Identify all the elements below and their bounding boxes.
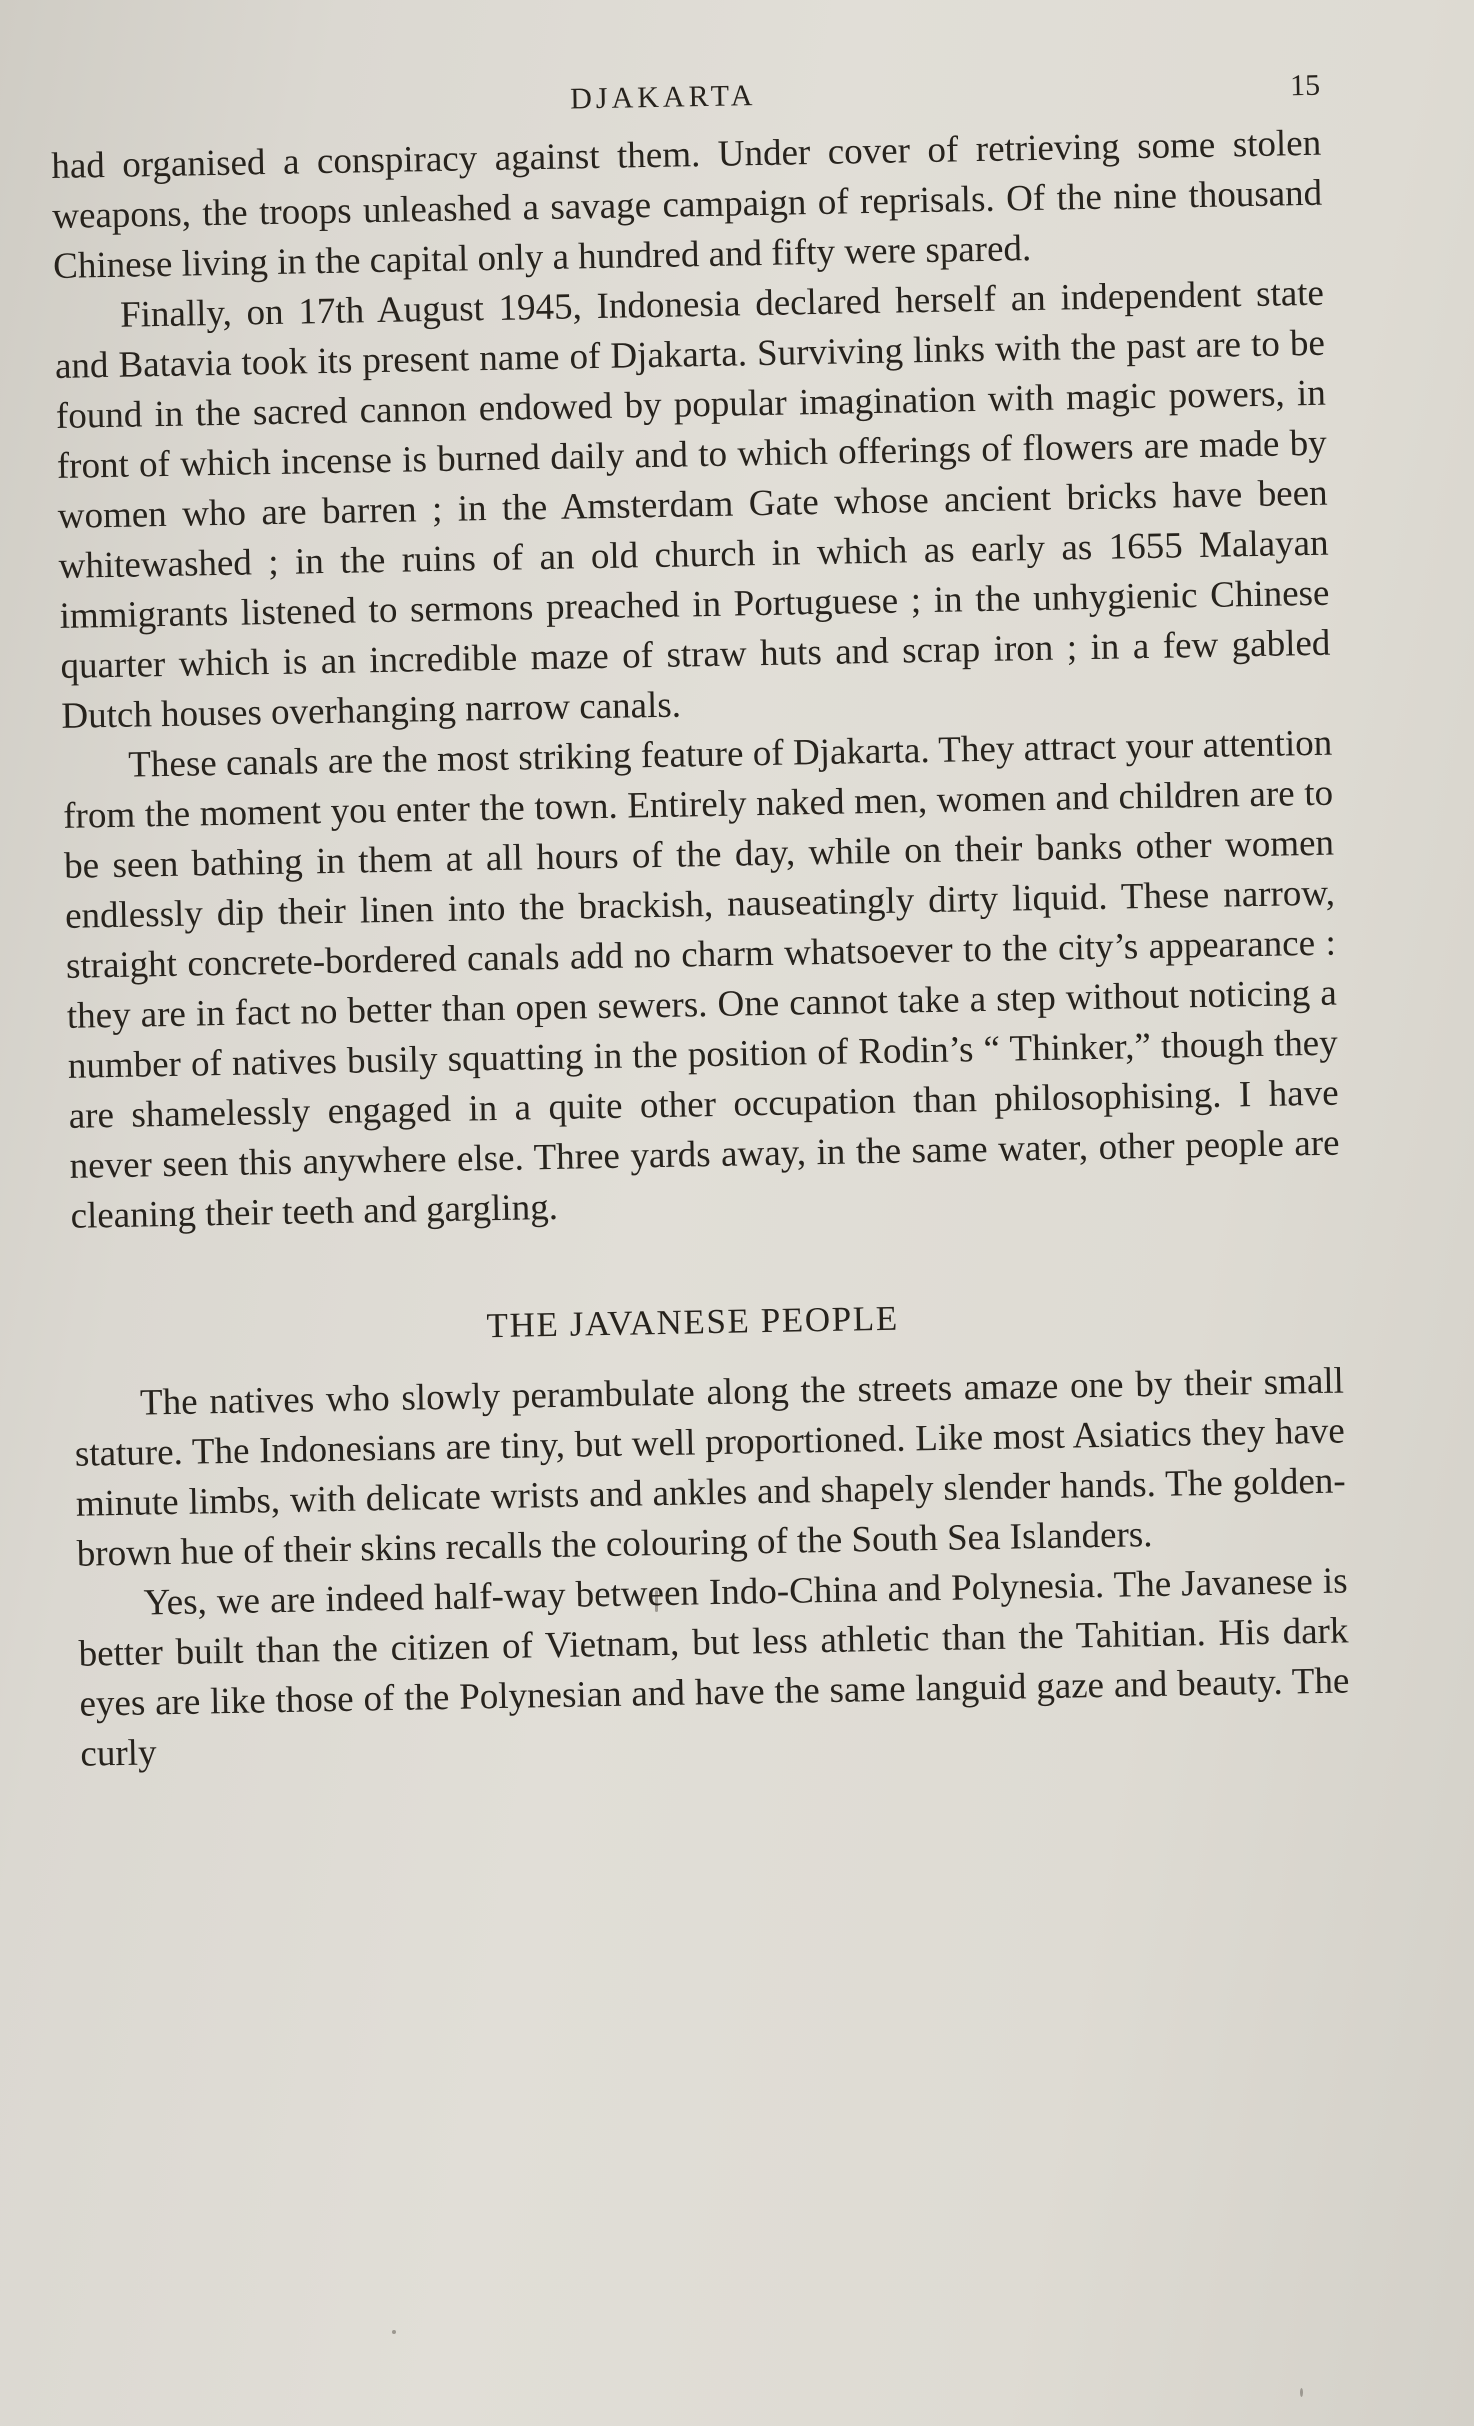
paper-speck	[392, 2330, 396, 2334]
section-two-text	[74, 1357, 1351, 1780]
paragraph-stature: The natives who slowly perambulate along the streets amaze one by their small stature. The Indonesians are tiny, but well proportioned. Like most Asiatics they have minute limbs, with delicate wrists and ankles and shapely slender hands. The golden-brown hue of their skins recalls the colouring of the South Sea Islanders.	[74, 1360, 1347, 1575]
section-one-text	[51, 119, 1341, 1242]
paragraph-independence: Finally, on 17th August 1945, Indonesia declared herself an independent state and Batavia took its present name of Djakarta. Surviving links with the past are to be found in the sacred cannon endowed by popular imagination with magic powers, in front of which incense is burned daily and to which offerings of flowers are made by women who are barren ; in the Amsterdam Gate whose ancient bricks have been whitewashed ; in the ruins of an old church in which as early as 1655 Malayan immigrants listened to sermons preached in Portuguese ; in the unhygienic Chinese quarter which is an incredible maze of straw huts and scrap iron ; in a few gabled Dutch houses overhanging narrow canals.	[54, 272, 1331, 737]
paragraph-comparison: Yes, we are indeed half-way between Indo-China and Polynesia. The Javanese is better built than the citizen of Vietnam, but less athletic than the Tahitian. His dark eyes are like those of the Polynesian and have the same languid gaze and beauty. The curly	[78, 1560, 1350, 1775]
running-title: DJAKARTA	[569, 79, 757, 116]
paragraph-continued: had organised a conspiracy against them. Under cover of retrieving some stolen weapons, the troops unleashed a savage campaign of reprisals. Of the nine thousand Chinese living in the capital only a hundred and fifty were spared.	[50, 122, 1323, 287]
paper-speck	[1300, 2388, 1303, 2397]
paragraph-canals: These canals are the most striking feature of Djakarta. They attract your attention from the moment you enter the town. Entirely naked men, women and children are to be seen bathing in them at all hours of the day, while on their banks other women endlessly dip their linen into the brackish, nauseatingly dirty liquid. These narrow, straight concrete-bordered canals add no charm whatsoever to the city’s appearance : they are in fact no better than open sewers. One cannot take a step without noticing a number of natives busily squatting in the position of Rodin’s “ Thinker,” though they are shamelessly engaged in a quite other occupation than philosophising. I have never seen this anywhere else. Three yards away, in the same water, other people are cleaning their teeth and gargling.	[62, 722, 1340, 1237]
page-number: 15	[1289, 68, 1321, 103]
section-heading: THE JAVANESE PEOPLE	[486, 1298, 900, 1346]
page-content	[50, 69, 1351, 1780]
